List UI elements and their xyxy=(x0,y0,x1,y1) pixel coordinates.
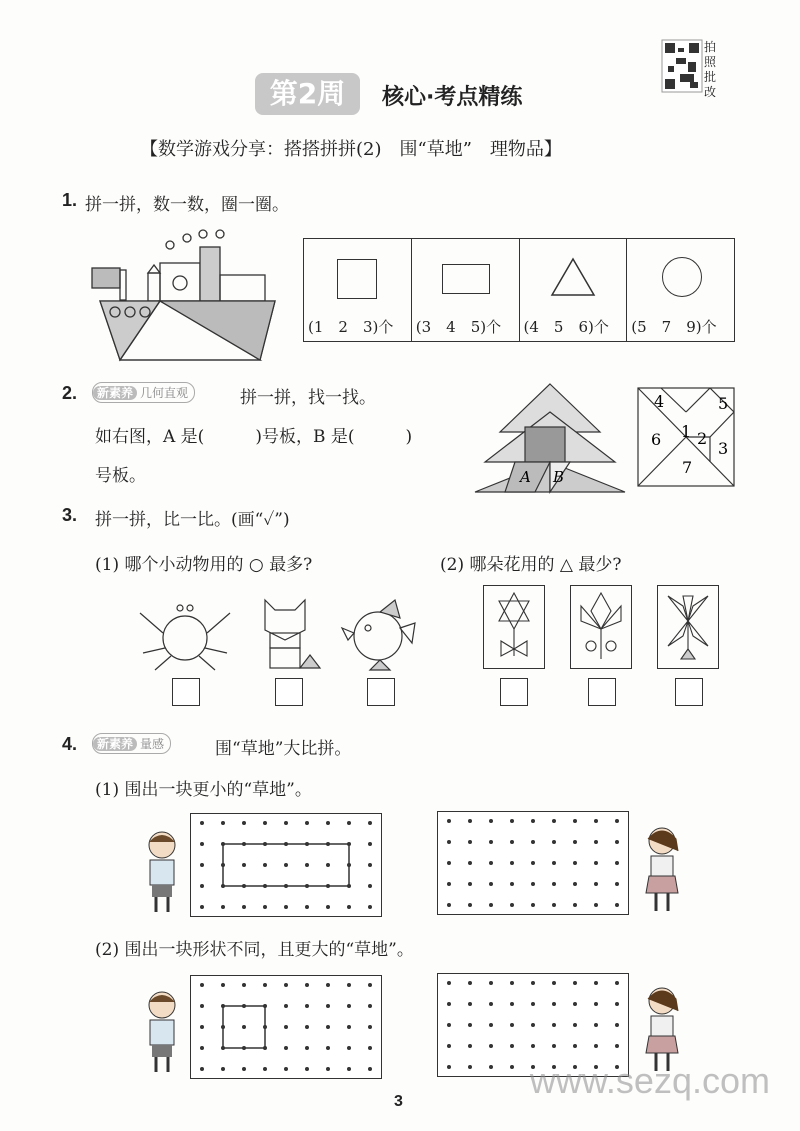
grid-dot xyxy=(447,1044,451,1048)
grid-dot xyxy=(573,1044,577,1048)
grid-dot xyxy=(510,840,514,844)
grid-dot xyxy=(221,1046,225,1050)
count-option[interactable]: (1 2 3)个 xyxy=(308,318,394,336)
grid-dot xyxy=(242,821,246,825)
grid-dot xyxy=(326,1046,330,1050)
grid-dot xyxy=(510,1044,514,1048)
grid-dot xyxy=(221,1025,225,1029)
grid-dot xyxy=(326,905,330,909)
grid-dot xyxy=(305,842,309,846)
grid-dot xyxy=(221,884,225,888)
grid-dot xyxy=(447,882,451,886)
grid-dot xyxy=(221,842,225,846)
grid-dot xyxy=(447,861,451,865)
grid-dot xyxy=(305,1067,309,1071)
badge-topic: 量感 xyxy=(140,737,165,751)
grid-dot xyxy=(326,842,330,846)
shape-cell-circle xyxy=(627,239,734,341)
sub-question: (1) 哪个小动物用的 ○ 最多? xyxy=(95,555,313,575)
grid-dot xyxy=(552,1002,556,1006)
grid-dot xyxy=(200,983,204,987)
grid-dot xyxy=(326,821,330,825)
grid-dot xyxy=(552,882,556,886)
grid-dot xyxy=(468,861,472,865)
page-number: 3 xyxy=(394,1093,403,1110)
grid-dot xyxy=(573,840,577,844)
grid-dot xyxy=(510,819,514,823)
grid-dot xyxy=(510,981,514,985)
grid-dot xyxy=(368,983,372,987)
grid-dot xyxy=(326,884,330,888)
grid-dot xyxy=(347,842,351,846)
cat-figure xyxy=(255,595,325,675)
grid-dot xyxy=(284,1067,288,1071)
grid-dot xyxy=(221,1067,225,1071)
grid-dot xyxy=(489,903,493,907)
grid-dot xyxy=(510,861,514,865)
grid-dot xyxy=(284,863,288,867)
grid-dot xyxy=(531,882,535,886)
count-option[interactable]: (3 4 5)个 xyxy=(415,318,502,336)
grid-dot xyxy=(263,1046,267,1050)
question-number: 2. xyxy=(62,383,78,403)
grid-dot xyxy=(263,905,267,909)
grid-dot xyxy=(573,882,577,886)
dot-grid-3[interactable] xyxy=(190,975,382,1079)
section-subtitle: 【数学游戏分享：搭搭拼拼(2) 围“草地” 理物品】 xyxy=(140,139,562,160)
grid-dot xyxy=(468,981,472,985)
badge-label: 新素养 xyxy=(93,386,137,400)
grid-dot xyxy=(263,821,267,825)
grid-dot xyxy=(510,903,514,907)
grid-dot xyxy=(531,819,535,823)
answer-checkbox-fish[interactable] xyxy=(367,678,395,706)
grid-dot xyxy=(489,981,493,985)
grid-dot xyxy=(200,821,204,825)
tangram-number: 1 xyxy=(681,422,692,441)
grid-dot xyxy=(284,842,288,846)
grid-dot xyxy=(615,1002,619,1006)
grid-dot xyxy=(573,819,577,823)
grid-dot xyxy=(552,1023,556,1027)
fish-figure xyxy=(340,598,415,673)
grid-dot xyxy=(368,1025,372,1029)
grid-dot xyxy=(347,821,351,825)
grid-dot xyxy=(221,821,225,825)
question-number: 1. xyxy=(62,190,78,210)
grid-dot xyxy=(615,981,619,985)
answer-checkbox-flower-3[interactable] xyxy=(675,678,703,706)
grid-dot xyxy=(447,981,451,985)
grid-dot xyxy=(347,905,351,909)
ship-figure xyxy=(90,225,290,365)
grid-dot xyxy=(489,1044,493,1048)
grid-dot xyxy=(594,861,598,865)
page-title: 核心·考点精练 xyxy=(382,85,523,110)
shape-cell-square xyxy=(304,239,412,341)
grid-dot xyxy=(447,819,451,823)
qr-code-icon[interactable] xyxy=(662,40,702,92)
grid-dot xyxy=(305,863,309,867)
tangram-number: 7 xyxy=(682,458,693,477)
tangram-number: 5 xyxy=(718,394,729,413)
grid-dot xyxy=(573,903,577,907)
grid-dot xyxy=(263,1025,267,1029)
grid-dot xyxy=(531,1002,535,1006)
grid-dot xyxy=(510,1002,514,1006)
qr-caption: 拍照批改 xyxy=(704,40,717,99)
grid-dot xyxy=(200,863,204,867)
grid-dot xyxy=(284,1046,288,1050)
grid-dot xyxy=(615,819,619,823)
grid-dot xyxy=(468,819,472,823)
grid-dot xyxy=(594,981,598,985)
boy-illustration xyxy=(140,830,185,915)
grid-dot xyxy=(468,840,472,844)
dot-grid-2[interactable] xyxy=(437,811,629,915)
answer-checkbox-flower-2[interactable] xyxy=(588,678,616,706)
shape-cell-triangle xyxy=(520,239,628,341)
grid-dot xyxy=(347,884,351,888)
grid-dot xyxy=(531,903,535,907)
grid-dot xyxy=(221,1004,225,1008)
grid-dot xyxy=(531,981,535,985)
grid-dot xyxy=(552,903,556,907)
grid-dot xyxy=(468,903,472,907)
grid-dot xyxy=(447,1023,451,1027)
grid-dot xyxy=(489,840,493,844)
grid-dot xyxy=(531,840,535,844)
grid-dot xyxy=(552,1044,556,1048)
grid-dot xyxy=(510,1023,514,1027)
grid-dot xyxy=(573,981,577,985)
grid-dot xyxy=(326,983,330,987)
skill-badge xyxy=(92,382,195,403)
grid-dot xyxy=(594,1044,598,1048)
tangram-number: 4 xyxy=(654,392,665,411)
grid-dot xyxy=(447,903,451,907)
grid-dot xyxy=(200,905,204,909)
grid-dot xyxy=(368,905,372,909)
grid-dot xyxy=(489,1065,493,1069)
answer-checkbox-cat[interactable] xyxy=(275,678,303,706)
crab-figure xyxy=(135,598,235,673)
watermark: www.sezq.com xyxy=(529,1060,770,1101)
grid-dot xyxy=(573,1023,577,1027)
badge-topic: 几何直观 xyxy=(140,386,189,400)
grid-dot xyxy=(615,840,619,844)
grid-dot xyxy=(489,1023,493,1027)
grid-dot xyxy=(573,1002,577,1006)
grid-dot xyxy=(200,1046,204,1050)
question-prompt: 拼一拼，数一数，圈一圈。 xyxy=(85,195,289,215)
grid-dot xyxy=(468,1065,472,1069)
grid-dot xyxy=(594,903,598,907)
grid-dot xyxy=(552,819,556,823)
shape-cell-rectangle xyxy=(412,239,520,341)
answer-checkbox-crab[interactable] xyxy=(172,678,200,706)
grid-dot xyxy=(242,863,246,867)
grid-dot xyxy=(368,1067,372,1071)
grid-dot xyxy=(284,1025,288,1029)
grid-dot xyxy=(468,1044,472,1048)
grid-dot xyxy=(221,983,225,987)
grid-dot xyxy=(242,884,246,888)
grid-dot xyxy=(242,842,246,846)
grid-dot xyxy=(347,983,351,987)
grid-dot xyxy=(263,983,267,987)
sub-question: (1) 围出一块更小的“草地”。 xyxy=(95,780,312,800)
grid-dot xyxy=(305,1004,309,1008)
grid-dot xyxy=(242,1004,246,1008)
grid-dot xyxy=(368,1004,372,1008)
grid-dot xyxy=(305,821,309,825)
grid-dot xyxy=(305,1046,309,1050)
question-prompt: 围“草地”大比拼。 xyxy=(215,739,352,759)
count-option[interactable]: (4 5 6)个 xyxy=(523,318,609,336)
grid-dot xyxy=(305,983,309,987)
grid-dot xyxy=(263,884,267,888)
grid-dot xyxy=(284,884,288,888)
grid-dot xyxy=(242,1046,246,1050)
girl-illustration xyxy=(640,825,685,915)
grid-dot xyxy=(200,1004,204,1008)
grid-dot xyxy=(368,884,372,888)
grid-dot xyxy=(594,1023,598,1027)
grid-dot xyxy=(242,1025,246,1029)
grid-dot xyxy=(221,905,225,909)
grid-dot xyxy=(221,863,225,867)
grid-dot xyxy=(305,884,309,888)
grid-dot xyxy=(531,1044,535,1048)
grid-dot xyxy=(200,884,204,888)
grid-dot xyxy=(447,840,451,844)
tangram-number: 3 xyxy=(718,439,729,458)
grid-dot xyxy=(594,840,598,844)
dot-grid-1[interactable] xyxy=(190,813,382,917)
grid-dot xyxy=(242,1067,246,1071)
grid-dot xyxy=(200,1025,204,1029)
grid-dot xyxy=(594,819,598,823)
grid-dot xyxy=(594,1002,598,1006)
grid-dot xyxy=(468,1002,472,1006)
grid-dot xyxy=(468,882,472,886)
grid-dot xyxy=(489,882,493,886)
grid-dot xyxy=(510,1065,514,1069)
grid-dot xyxy=(468,1023,472,1027)
grid-dot xyxy=(552,981,556,985)
grid-dot xyxy=(552,840,556,844)
grid-dot xyxy=(242,983,246,987)
grid-dot xyxy=(263,842,267,846)
grid-dot xyxy=(284,983,288,987)
grid-dot xyxy=(347,1067,351,1071)
grid-dot xyxy=(489,861,493,865)
grid-dot xyxy=(347,1046,351,1050)
question-text: 如右图，A 是( )号板，B 是( ) xyxy=(95,427,413,447)
grid-dot xyxy=(615,861,619,865)
flower-card-2 xyxy=(570,585,632,669)
grid-dot xyxy=(284,821,288,825)
grid-dot xyxy=(489,1002,493,1006)
grid-dot xyxy=(326,1067,330,1071)
grid-dot xyxy=(368,863,372,867)
skill-badge xyxy=(92,733,171,754)
badge-label: 新素养 xyxy=(93,737,137,751)
question-text: 号板。 xyxy=(95,466,146,486)
week-badge: 第2周 xyxy=(255,73,360,115)
grid-dot xyxy=(284,1004,288,1008)
grid-dot xyxy=(489,819,493,823)
grid-dot xyxy=(284,905,288,909)
answer-checkbox-flower-1[interactable] xyxy=(500,678,528,706)
grid-dot xyxy=(263,1004,267,1008)
flower-card-1 xyxy=(483,585,545,669)
grid-dot xyxy=(531,1023,535,1027)
sub-question: (2) 围出一块形状不同，且更大的“草地”。 xyxy=(95,940,414,960)
grid-dot xyxy=(615,1044,619,1048)
grid-dot xyxy=(368,821,372,825)
label-a: A xyxy=(520,468,531,486)
grid-dot xyxy=(347,1025,351,1029)
flower-card-3 xyxy=(657,585,719,669)
tangram-number: 2 xyxy=(697,429,708,448)
question-number: 4. xyxy=(62,734,78,754)
grid-dot xyxy=(200,1067,204,1071)
grid-dot xyxy=(263,863,267,867)
question-prompt: 拼一拼，比一比。(画“✓”) xyxy=(95,510,290,530)
grid-dot xyxy=(305,1025,309,1029)
grid-dot xyxy=(326,1004,330,1008)
label-b: B xyxy=(553,468,565,486)
grid-dot xyxy=(447,1065,451,1069)
grid-dot xyxy=(305,905,309,909)
grid-dot xyxy=(615,903,619,907)
shape-count-table xyxy=(303,238,735,342)
grid-dot xyxy=(447,1002,451,1006)
grid-dot xyxy=(615,1023,619,1027)
grid-dot xyxy=(200,842,204,846)
tangram-square-figure xyxy=(637,387,735,487)
grid-dot xyxy=(552,861,556,865)
grid-dot xyxy=(531,861,535,865)
tangram-number: 6 xyxy=(651,430,662,449)
grid-dot xyxy=(368,842,372,846)
boy-illustration xyxy=(140,990,185,1075)
grid-dot xyxy=(242,905,246,909)
grid-dot xyxy=(615,882,619,886)
sub-question: (2) 哪朵花用的 △ 最少? xyxy=(440,555,622,575)
grid-dot xyxy=(347,1004,351,1008)
grid-dot xyxy=(326,1025,330,1029)
count-option[interactable]: (5 7 9)个 xyxy=(631,318,717,336)
grid-dot xyxy=(573,861,577,865)
grid-dot xyxy=(510,882,514,886)
question-number: 3. xyxy=(62,505,78,525)
grid-dot xyxy=(347,863,351,867)
grid-dot xyxy=(368,1046,372,1050)
question-prompt: 拼一拼，找一找。 xyxy=(240,388,376,408)
grid-dot xyxy=(326,863,330,867)
grid-dot xyxy=(594,882,598,886)
grid-dot xyxy=(263,1067,267,1071)
tangram-tree-figure xyxy=(475,382,625,492)
